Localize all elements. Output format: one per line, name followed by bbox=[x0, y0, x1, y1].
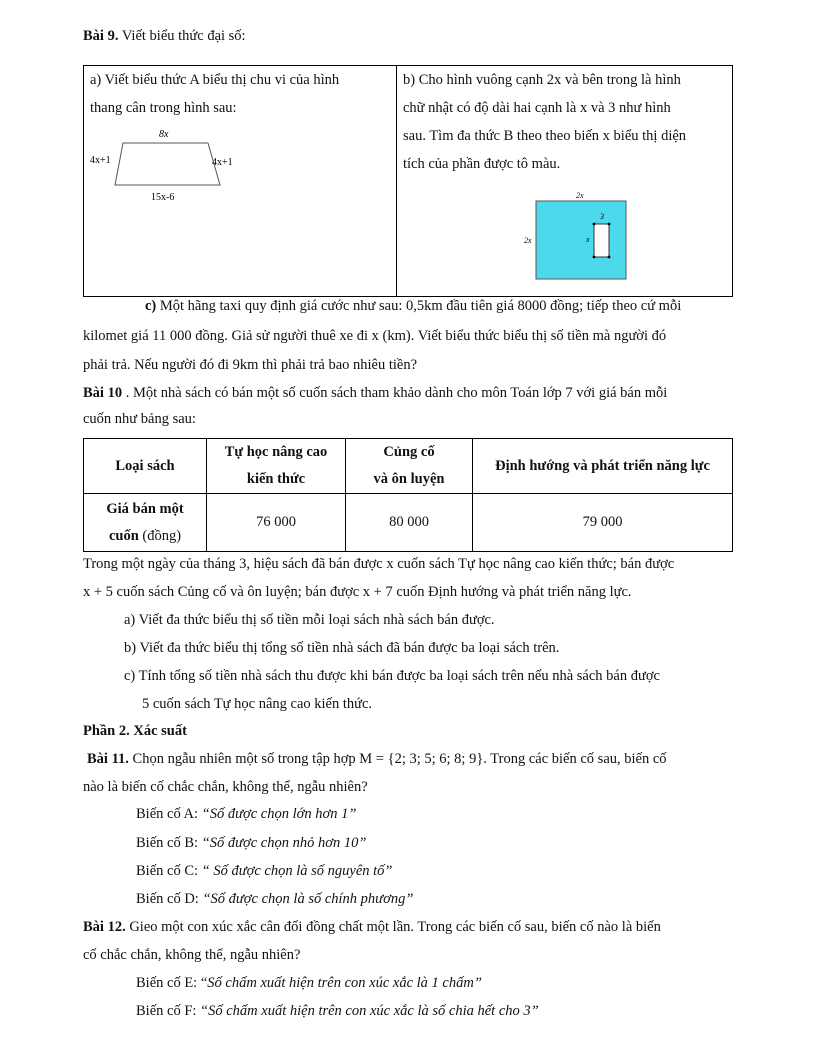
bai10-qa: a) Viết đa thức biểu thị số tiền mỗi loại sách nhà sách bán được. bbox=[124, 612, 495, 628]
price-cell: 76 000 bbox=[207, 494, 346, 552]
bai9-title: Bài 9. Viết biểu thức đại số: bbox=[83, 28, 246, 44]
bai9-b-line4: tích của phần được tô màu. bbox=[403, 156, 561, 172]
inner-rectangle bbox=[594, 224, 609, 257]
bai9-a-line2: thang cân trong hình sau: bbox=[90, 100, 237, 116]
trapezoid-bottom-label: 15x-6 bbox=[151, 192, 175, 203]
bai10-qb: b) Viết đa thức biểu thị tổng số tiền nhà sách đã bán được ba loại sách trên. bbox=[124, 640, 560, 656]
bai9-a-line1: a) Viết biểu thức A biểu thị chu vi của hình bbox=[90, 72, 340, 88]
bai9-c-line2: kilomet giá 11 000 đồng. Giả sử người thuê xe đi x (km). Viết biểu thức biểu thị số tiền mà người đó bbox=[83, 328, 667, 344]
price-cell: 80 000 bbox=[346, 494, 473, 552]
bai10-after1: Trong một ngày của tháng 3, hiệu sách đã bán được x cuốn sách Tự học nâng cao kiến thức; bán được bbox=[83, 556, 675, 572]
trapezoid-shape bbox=[115, 143, 220, 185]
trapezoid-right-label: 4x+1 bbox=[212, 157, 233, 168]
bai10-line2: cuốn như bảng sau: bbox=[83, 411, 196, 427]
table-header-row bbox=[84, 439, 733, 494]
bai9-b-line3: sau. Tìm đa thức B theo theo biến x biểu thị diện bbox=[403, 128, 687, 144]
header-cell: Tự học nâng cao kiến thức bbox=[207, 439, 346, 494]
inner-top-label: 3 bbox=[600, 212, 604, 221]
event-item: Biến cố E: “Số chấm xuất hiện trên con xúc xắc là 1 chấm” bbox=[136, 975, 482, 991]
trapezoid-figure bbox=[90, 125, 250, 205]
bai9-c-line1: c) Một hãng taxi quy định giá cước như sau: 0,5km đầu tiên giá 8000 đồng; tiếp theo cứ mỗi bbox=[145, 298, 682, 314]
square-left-label: 2x bbox=[524, 236, 532, 245]
bai10-price-table bbox=[83, 438, 733, 552]
event-item: Biến cố B: “Số được chọn nhỏ hơn 10” bbox=[136, 835, 367, 851]
bai9-b-line1: b) Cho hình vuông cạnh 2x và bên trong là hình bbox=[403, 72, 681, 88]
header-cell: Định hướng và phát triển năng lực bbox=[473, 439, 733, 494]
trapezoid-left-label: 4x+1 bbox=[90, 155, 111, 166]
bai11-line2: nào là biến cố chắc chắn, không thể, ngẫu nhiên? bbox=[83, 779, 368, 795]
header-cell: Củng cố và ôn luyện bbox=[346, 439, 473, 494]
price-cell: 79 000 bbox=[473, 494, 733, 552]
event-item: Biến cố F: “Số chấm xuất hiện trên con xúc xắc là số chia hết cho 3” bbox=[136, 1003, 539, 1019]
header-cell: Loại sách bbox=[84, 439, 207, 494]
bai12-line2: cố chắc chắn, không thể, ngẫu nhiên? bbox=[83, 947, 301, 963]
outer-square bbox=[536, 201, 626, 279]
inner-left-label: x bbox=[586, 235, 590, 244]
bai11-line1: Bài 11. Chọn ngẫu nhiên một số trong tập hợp M = {2; 3; 5; 6; 8; 9}. Trong các biến cố sau, biến cố bbox=[87, 751, 667, 767]
bai12-line1: Bài 12. Gieo một con xúc xắc cân đối đồng chất một lần. Trong các biến cố sau, biến cố nào là biến bbox=[83, 919, 661, 935]
row-label-cell: Giá bán một cuốn (đồng) bbox=[84, 494, 207, 552]
section-title: Phần 2. Xác suất bbox=[83, 723, 187, 739]
bai10-line1: Bài 10 . Một nhà sách có bán một số cuốn sách tham khảo dành cho môn Toán lớp 7 với giá bán mỗi bbox=[83, 385, 668, 401]
table-row bbox=[84, 494, 733, 552]
event-item: Biến cố D: “Số được chọn là số chính phương” bbox=[136, 891, 414, 907]
event-item: Biến cố C: “ Số được chọn là số nguyên tố” bbox=[136, 863, 393, 879]
event-item: Biến cố A: “Số được chọn lớn hơn 1” bbox=[136, 806, 357, 822]
bai10-after2: x + 5 cuốn sách Củng cố và ôn luyện; bán được x + 7 cuốn Định hướng và phát triển năng lực. bbox=[83, 584, 632, 600]
bai10-qc2: 5 cuốn sách Tự học nâng cao kiến thức. bbox=[142, 696, 373, 712]
bai9-b-line2: chữ nhật có độ dài hai cạnh là x và 3 như hình bbox=[403, 100, 671, 116]
trapezoid-top-label: 8x bbox=[159, 129, 169, 140]
square-top-label: 2x bbox=[576, 191, 584, 200]
square-figure bbox=[520, 190, 635, 285]
bai10-qc1: c) Tính tổng số tiền nhà sách thu được khi bán được ba loại sách trên nếu nhà sách bán được bbox=[124, 668, 660, 684]
bai9-c-line3: phải trả. Nếu người đó đi 9km thì phải trả bao nhiêu tiền? bbox=[83, 357, 418, 373]
